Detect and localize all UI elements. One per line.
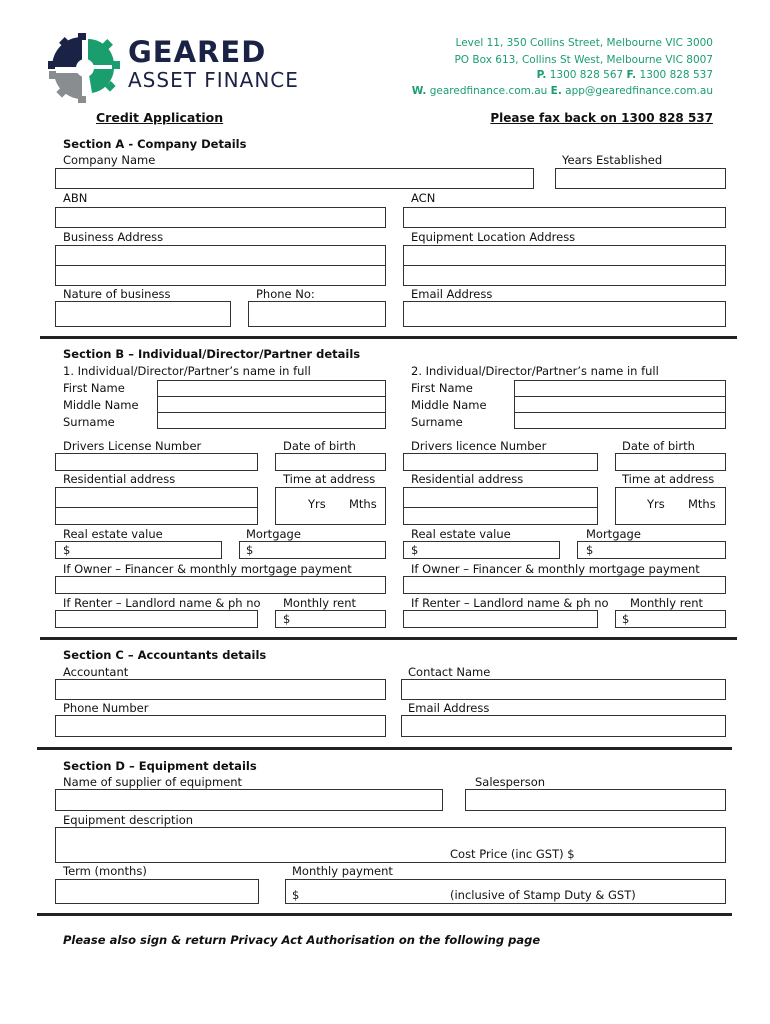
p2-yrs-label: Yrs — [647, 497, 665, 511]
section-c-heading: Section C – Accountants details — [63, 648, 267, 662]
p1-mortgage-dollar: $ — [246, 543, 254, 557]
phone-label: Phone No: — [256, 287, 315, 301]
p1-surname-label: Surname — [63, 415, 115, 429]
p2-mortgage-dollar: $ — [586, 543, 594, 557]
business-address-label: Business Address — [63, 230, 164, 244]
p1-owner-note: If Owner – Financer & monthly mortgage payment — [63, 562, 352, 576]
contact-address-2: PO Box 613, Collins St West, Melbourne VIC 8007 — [454, 54, 713, 66]
abn-field[interactable] — [55, 207, 386, 228]
p2-surname-label: Surname — [411, 415, 463, 429]
section-divider — [37, 747, 732, 750]
supplier-field[interactable] — [55, 789, 443, 811]
p1-mths-label: Mths — [349, 497, 377, 511]
p2-renter-field[interactable] — [403, 610, 598, 628]
p1-monthly-rent-field[interactable] — [275, 610, 386, 628]
p1-yrs-label: Yrs — [308, 497, 326, 511]
page-title: Credit Application — [96, 110, 224, 125]
supplier-label: Name of supplier of equipment — [63, 775, 243, 789]
p1-first-name-field[interactable] — [157, 380, 386, 397]
p1-dob-field[interactable] — [275, 453, 386, 471]
p1-real-estate-dollar: $ — [63, 543, 71, 557]
brand-subtitle: ASSET FINANCE — [128, 68, 299, 92]
p2-monthly-rent-label: Monthly rent — [630, 596, 704, 610]
p2-surname-field[interactable] — [514, 412, 726, 429]
equipment-description-label: Equipment description — [63, 813, 194, 827]
nature-of-business-label: Nature of business — [63, 287, 171, 301]
accountant-phone-field[interactable] — [55, 715, 386, 737]
fax-note: Please fax back on 1300 828 537 — [490, 111, 713, 125]
accountant-field[interactable] — [55, 679, 386, 700]
p2-middle-name-field[interactable] — [514, 396, 726, 413]
p2-residential-field-1[interactable] — [403, 487, 598, 508]
company-name-label: Company Name — [63, 153, 156, 167]
p1-mortgage-field[interactable] — [239, 541, 386, 559]
p1-renter-field[interactable] — [55, 610, 258, 628]
email-label: Email Address — [411, 287, 493, 301]
equipment-location-label: Equipment Location Address — [411, 230, 576, 244]
p2-drivers-licence-field[interactable] — [403, 453, 598, 471]
person1-heading: 1. Individual/Director/Partner’s name in full — [63, 364, 311, 378]
accountant-label: Accountant — [63, 665, 129, 679]
business-address-field-2[interactable] — [55, 265, 386, 286]
accountant-email-field[interactable] — [401, 715, 726, 737]
person2-heading: 2. Individual/Director/Partner’s name in full — [411, 364, 659, 378]
section-d-heading: Section D – Equipment details — [63, 759, 257, 773]
equipment-location-field-1[interactable] — [403, 245, 726, 266]
p2-dob-field[interactable] — [615, 453, 726, 471]
abn-label: ABN — [63, 191, 88, 205]
company-name-field[interactable] — [55, 168, 534, 189]
p2-residential-label: Residential address — [411, 472, 524, 486]
monthly-payment-dollar: $ — [292, 888, 300, 902]
p2-first-name-label: First Name — [411, 381, 473, 395]
p1-residential-field-1[interactable] — [55, 487, 258, 508]
p1-residential-label: Residential address — [63, 472, 176, 486]
p2-mths-label: Mths — [688, 497, 716, 511]
p2-mortgage-field[interactable] — [577, 541, 726, 559]
p1-drivers-license-field[interactable] — [55, 453, 258, 471]
accountant-email-label: Email Address — [408, 701, 490, 715]
section-a-heading: Section A - Company Details — [63, 137, 247, 151]
p2-time-at-address-label: Time at address — [622, 472, 715, 486]
email-field[interactable] — [403, 301, 726, 327]
p2-renter-note: If Renter – Landlord name & ph no — [411, 596, 609, 610]
p2-owner-note: If Owner – Financer & monthly mortgage payment — [411, 562, 700, 576]
p2-real-estate-label: Real estate value — [411, 527, 511, 541]
p1-middle-name-field[interactable] — [157, 396, 386, 413]
p1-dob-label: Date of birth — [283, 439, 356, 453]
p2-first-name-field[interactable] — [514, 380, 726, 397]
contact-address-1: Level 11, 350 Collins Street, Melbourne VIC 3000 — [455, 37, 713, 49]
p1-residential-field-2[interactable] — [55, 507, 258, 525]
nature-of-business-field[interactable] — [55, 301, 231, 327]
p2-real-estate-dollar: $ — [411, 543, 419, 557]
p2-real-estate-field[interactable] — [403, 541, 560, 559]
accountant-phone-label: Phone Number — [63, 701, 149, 715]
p1-middle-name-label: Middle Name — [63, 398, 139, 412]
term-label: Term (months) — [63, 864, 147, 878]
cost-price-label: Cost Price (inc GST) $ — [450, 847, 575, 861]
equipment-description-field[interactable] — [55, 827, 726, 863]
brand-name: GEARED — [128, 35, 267, 69]
p1-renter-note: If Renter – Landlord name & ph no — [63, 596, 261, 610]
section-divider — [40, 637, 737, 640]
p1-real-estate-label: Real estate value — [63, 527, 163, 541]
acn-field[interactable] — [403, 207, 726, 228]
p1-mortgage-label: Mortgage — [246, 527, 301, 541]
equipment-location-field-2[interactable] — [403, 265, 726, 286]
contact-name-label: Contact Name — [408, 665, 491, 679]
years-established-field[interactable] — [555, 168, 726, 189]
p1-owner-field[interactable] — [55, 576, 386, 594]
p1-drivers-license-label: Drivers License Number — [63, 439, 202, 453]
p2-mortgage-label: Mortgage — [586, 527, 641, 541]
p2-monthly-rent-field[interactable] — [615, 610, 726, 628]
business-address-field-1[interactable] — [55, 245, 386, 266]
p2-residential-field-2[interactable] — [403, 507, 598, 525]
p1-monthly-rent-dollar: $ — [283, 612, 291, 626]
section-b-heading: Section B – Individual/Director/Partner details — [63, 347, 361, 361]
contact-name-field[interactable] — [401, 679, 726, 700]
years-established-label: Years Established — [562, 153, 663, 167]
p2-drivers-licence-label: Drivers licence Number — [411, 439, 547, 453]
salesperson-label: Salesperson — [475, 775, 546, 789]
gear-logo-icon — [46, 33, 126, 103]
contact-web-email: W. gearedfinance.com.au E. app@gearedfinance.com.au — [411, 85, 713, 97]
salesperson-field[interactable] — [465, 789, 726, 811]
footer-note: Please also sign & return Privacy Act Authorisation on the following page — [63, 933, 541, 947]
acn-label: ACN — [411, 191, 436, 205]
section-divider — [37, 913, 732, 916]
section-divider — [40, 336, 737, 339]
inclusive-note: (inclusive of Stamp Duty & GST) — [450, 888, 636, 902]
p1-monthly-rent-label: Monthly rent — [283, 596, 357, 610]
monthly-payment-label: Monthly payment — [292, 864, 393, 878]
p2-monthly-rent-dollar: $ — [622, 612, 630, 626]
p1-time-at-address-label: Time at address — [283, 472, 376, 486]
phone-field[interactable] — [248, 301, 386, 327]
term-field[interactable] — [55, 879, 259, 904]
p2-owner-field[interactable] — [403, 576, 726, 594]
p1-first-name-label: First Name — [63, 381, 125, 395]
p2-middle-name-label: Middle Name — [411, 398, 487, 412]
logo — [46, 33, 126, 103]
p1-surname-field[interactable] — [157, 412, 386, 429]
contact-phone-fax: P. 1300 828 567 F. 1300 828 537 — [536, 69, 713, 81]
p1-real-estate-field[interactable] — [55, 541, 222, 559]
p2-dob-label: Date of birth — [622, 439, 695, 453]
